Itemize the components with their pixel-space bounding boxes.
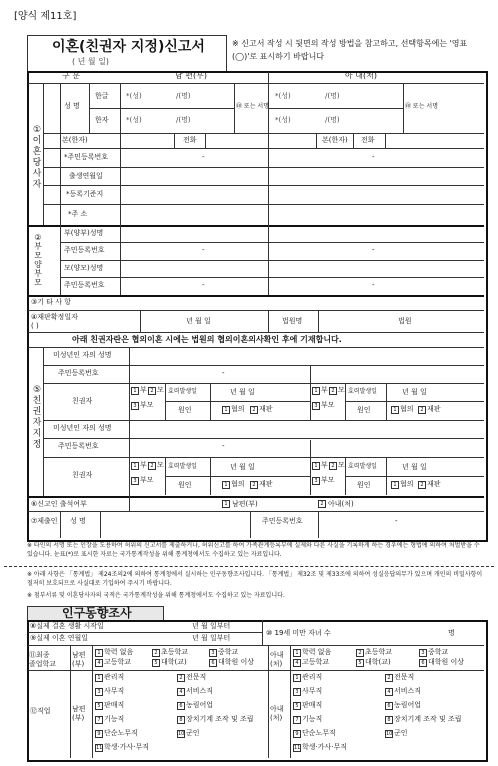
job-husband-checkbox-2[interactable]: 3 (95, 688, 103, 696)
edu-wife-checkbox-1[interactable]: 2 (356, 649, 364, 657)
effective-label-2: 효력발생일 (348, 388, 377, 395)
father-name-label: 부(양부)성명 (64, 229, 104, 237)
job-wife-option-label-6: 기능직 (302, 715, 323, 723)
job-wife-option-label-2: 사무직 (302, 687, 323, 695)
edu-husband-option-label-3: 고등학교 (104, 658, 132, 666)
job-husband-checkbox-0[interactable]: 1 (95, 674, 103, 682)
instructions: ※ 신고서 작성 시 뒷면의 작성 방법을 참고하고, 선택항목에는 '영표(◯)'로 표시하기 바랍니다 (232, 39, 468, 61)
job-wife-option-label-10: 학생·가사·무직 (302, 743, 348, 751)
job-wife-checkbox-9[interactable]: 10 (386, 731, 393, 737)
edu-husband-checkbox-3[interactable]: 4 (95, 659, 103, 667)
edu-wife-option-label-0: 학력 없음 (302, 648, 332, 656)
edu-wife-checkbox-3[interactable]: 4 (293, 659, 301, 667)
survey-marriage-start: ⑧실제 결혼 생활 시작일 (30, 622, 104, 630)
job-husband-option-label-4: 판매직 (104, 701, 125, 709)
job-wife-option-label-5: 농림어업 (394, 701, 422, 709)
name-label-husband: 성 명 (64, 102, 80, 110)
reason-trial-2: 재판 (427, 405, 441, 413)
job-label: ⑫직업 (30, 707, 51, 715)
job-wife-checkbox-5[interactable]: 6 (385, 702, 393, 710)
effective-ymd-2[interactable]: 년 월 일 (402, 388, 427, 396)
job-husband-option-label-6: 기능직 (104, 715, 125, 723)
education-label: ⑪최종 졸업학교 (29, 651, 57, 668)
footnote-2: ※ 아래 사항은 「통계법」 제24조의2에 의하여 통계청에서 실시하는 인구동향조사입니다. 「통계법」 제32조 및 제33조에 의하여 성실응답의무가 있으며 개인의 비밀사항이 철저히 보호되므로 사실대로 기입하여 주시기 바랍니다. (27, 571, 483, 587)
job-husband-option-label-8: 단순노무직 (104, 729, 138, 737)
court-date-paren: ( ) (31, 322, 39, 330)
custodian-label-1: 친권자 (72, 397, 93, 405)
edu-wife-checkbox-5[interactable]: 6 (419, 659, 427, 667)
job-wife-checkbox-4[interactable]: 5 (293, 702, 301, 710)
wife-father-rrn-dash[interactable]: - (372, 246, 375, 254)
reason-label-2: 원인 (357, 406, 371, 414)
court-suffix: 법원 (398, 317, 412, 325)
job-wife-checkbox-3[interactable]: 4 (385, 688, 393, 696)
court-name-label: 법원명 (282, 317, 303, 325)
job-wife-option-label-7: 장치기계 조작 및 조립 (394, 715, 462, 723)
opt-mother-3: 모 (157, 461, 164, 469)
submitter-name-label: 성 명 (70, 517, 86, 525)
submitter-rrn-dash[interactable]: - (395, 517, 398, 525)
edu-wife-checkbox-4[interactable]: 5 (356, 659, 364, 667)
minor-rrn-label-1: 주민등록번호 (58, 369, 99, 377)
checkbox-1[interactable]: 1 (131, 387, 139, 395)
job-husband-option-label-5: 농림어업 (186, 701, 214, 709)
edu-wife-checkbox-0[interactable]: 1 (293, 649, 301, 657)
wife-seal[interactable]: ㊞ 또는 서명 (405, 103, 438, 110)
job-wife-checkbox-6[interactable]: 7 (293, 716, 301, 724)
reason-trial-1: 재판 (259, 405, 273, 413)
custodian-label-2: 친권자 (72, 471, 93, 479)
job-wife-checkbox-1[interactable]: 2 (385, 674, 393, 682)
father-rrn-label: 주민등록번호 (64, 246, 105, 254)
wife-phone-label: 전화 (361, 136, 375, 144)
checkbox-11[interactable]: 1 (131, 462, 139, 470)
edu-husband-checkbox-5[interactable]: 6 (209, 659, 217, 667)
submitter-label: ⑦제출인 (31, 517, 58, 525)
husband-father-rrn-dash[interactable]: - (202, 246, 205, 254)
job-husband-option-label-10: 학생·가사·무직 (104, 743, 150, 751)
footnote-1: ※ 타인의 서명 또는 인장을 도용하여 허위의 신고서를 제출하거나, 허위신고를 하여 가족관계등록부에 실제와 다른 사실을 기록하게 하는 경우에는 형법에 의하여 처벌받을 수 있습니다. 눈표(*)로 표시한 자료는 국가통계작성을 위해 통계청에서도 수집하고 있는 자료입니다. (27, 542, 480, 558)
job-wife-label: 아내 (처) (270, 705, 284, 722)
main-form-frame (27, 71, 488, 542)
checkbox-3[interactable]: 3 (131, 402, 139, 410)
wife-column-header: 아 내(처) (345, 71, 377, 80)
job-husband-option-label-7: 장치기계 조작 및 조립 (186, 715, 254, 723)
reason-agree-3: 협의 (231, 480, 245, 488)
husband-bon-label: 본(한자) (62, 136, 88, 144)
opt-mother-1: 모 (157, 386, 164, 394)
court-date-ymd[interactable]: 년 월 일 (186, 317, 211, 325)
custody-notice: 아래 친권자란은 협의이혼 시에는 법원의 협의이혼의사확인 후에 기재합니다. (72, 335, 342, 344)
husband-given-hanja[interactable]: /(명) (176, 116, 191, 124)
job-husband-checkbox-10[interactable]: 11 (96, 745, 103, 751)
effective-ymd-3[interactable]: 년 월 일 (230, 463, 255, 471)
applicant-attendance-label: ⑥신고인 출석여부 (31, 500, 87, 508)
job-husband-checkbox-7[interactable]: 8 (177, 716, 185, 724)
minor-rrn-dash-1[interactable]: - (222, 369, 225, 377)
checkbox-9[interactable]: 1 (391, 406, 399, 414)
job-wife-option-label-3: 서비스직 (394, 687, 422, 695)
edu-husband-checkbox-2[interactable]: 3 (209, 649, 217, 657)
job-wife-checkbox-10[interactable]: 11 (294, 745, 301, 751)
opt-father-4: 부 (321, 461, 328, 469)
edu-husband-option-label-0: 학력 없음 (104, 648, 134, 656)
court-date-label: ④재판확정일자 (31, 313, 78, 321)
section2-label: ② 부 모 양 부 모 (34, 233, 42, 287)
job-wife-checkbox-0[interactable]: 1 (293, 674, 301, 682)
hangul-label: 한글 (95, 92, 109, 100)
hanja-label: 한자 (95, 116, 109, 124)
reason-label-4: 원인 (357, 481, 371, 489)
mother-rrn-label: 주민등록번호 (64, 281, 105, 289)
checkbox-7[interactable]: 2 (329, 387, 337, 395)
job-wife-option-label-1: 전문직 (394, 673, 415, 681)
opt-wife-attend: 아내(처) (328, 500, 354, 508)
job-options-husband (95, 673, 265, 757)
husband-phone-label: 전화 (183, 136, 197, 144)
rrn-label: *주민등록번호 (64, 153, 109, 161)
job-wife-checkbox-7[interactable]: 8 (385, 716, 393, 724)
effective-label-3: 효력발생일 (168, 463, 197, 470)
opt-both-4: 부모 (321, 476, 335, 484)
job-husband-checkbox-6[interactable]: 7 (95, 716, 103, 724)
date-line: ( 년 월 일) (72, 57, 110, 66)
checkbox-4[interactable]: 1 (222, 406, 230, 414)
opt-father-1: 부 (140, 386, 147, 394)
reason-trial-3: 재판 (259, 480, 273, 488)
section5-label: ⑤ 친 권 자 지 정 (32, 385, 42, 450)
wife-rrn-dash[interactable]: - (372, 153, 375, 161)
job-husband-checkbox-1[interactable]: 2 (177, 674, 185, 682)
reason-agree-4: 협의 (400, 480, 414, 488)
job-husband-checkbox-5[interactable]: 6 (177, 702, 185, 710)
opt-mother-2: 모 (338, 386, 345, 394)
survey-children-unit: 명 (448, 629, 455, 637)
edu-wife-option-label-2: 중학교 (428, 648, 449, 656)
edu-husband-checkbox-1[interactable]: 2 (152, 649, 160, 657)
checkbox-22[interactable]: 2 (318, 500, 326, 508)
job-husband-checkbox-9[interactable]: 10 (178, 731, 185, 737)
edu-wife-option-label-3: 고등학교 (302, 658, 330, 666)
minor-rrn-dash-2[interactable]: - (222, 442, 225, 450)
page-title: 이혼(친권자 지정)신고서 (52, 39, 205, 55)
husband-seal[interactable]: ㊞ 또는 서명 (236, 103, 269, 110)
edu-husband-checkbox-0[interactable]: 1 (95, 649, 103, 657)
address-label: *주 소 (68, 210, 88, 218)
edu-husband-option-label-5: 대학원 이상 (218, 658, 255, 666)
education-wife-label: 아내 (처) (270, 651, 284, 668)
wife-bon-label: 본(한자) (322, 136, 348, 144)
reason-trial-4: 재판 (427, 480, 441, 488)
job-husband-option-label-3: 서비스직 (186, 687, 214, 695)
job-wife-option-label-0: 관리직 (302, 673, 323, 681)
other-items-label: ③기 타 사 항 (31, 298, 71, 306)
checkbox-14[interactable]: 1 (222, 481, 230, 489)
minor-name-label-1: 미성년인 자의 성명 (53, 351, 112, 359)
job-wife-option-label-8: 단순노무직 (302, 729, 336, 737)
edu-husband-option-label-4: 대학(교) (161, 658, 187, 666)
job-wife-option-label-9: 군인 (394, 729, 408, 737)
registration-base-label: *등록기준지 (66, 190, 104, 198)
survey-marriage-start-ymd[interactable]: 년 월 일부터 (192, 622, 231, 630)
education-husband-label: 남편 (부) (72, 651, 86, 668)
job-husband-option-label-1: 전문직 (186, 673, 207, 681)
job-options-wife (293, 673, 483, 757)
survey-title: 인구동향조사 (62, 606, 132, 620)
reason-label-1: 원인 (178, 406, 192, 414)
job-wife-checkbox-2[interactable]: 3 (293, 688, 301, 696)
job-husband-checkbox-4[interactable]: 5 (95, 702, 103, 710)
reason-agree-2: 협의 (400, 405, 414, 413)
edu-wife-checkbox-2[interactable]: 3 (419, 649, 427, 657)
wife-given-hanja[interactable]: /(명) (325, 116, 340, 124)
reason-agree-1: 협의 (231, 405, 245, 413)
birth-label: 출생연월일 (69, 172, 103, 180)
checkbox-19[interactable]: 1 (391, 481, 399, 489)
husband-column-header: 남 편(부) (175, 71, 207, 80)
husband-rrn-dash[interactable]: - (202, 153, 205, 161)
minor-rrn-label-2: 주민등록번호 (58, 442, 99, 450)
checkbox-10[interactable]: 2 (418, 406, 426, 414)
survey-divorce-date-ymd[interactable]: 년 월 일부터 (192, 634, 231, 642)
checkbox-21[interactable]: 1 (222, 500, 230, 508)
category-label: 구 분 (62, 71, 80, 80)
opt-mother-4: 모 (338, 461, 345, 469)
checkbox-2[interactable]: 2 (148, 387, 156, 395)
effective-ymd-4[interactable]: 년 월 일 (402, 463, 427, 471)
checkbox-20[interactable]: 2 (418, 481, 426, 489)
survey-children-count: ⑩ 19세 미만 자녀 수 (266, 629, 331, 637)
mother-name-label: 모(양모)성명 (64, 264, 104, 272)
edu-husband-option-label-2: 중학교 (218, 648, 239, 656)
education-options-husband (95, 648, 265, 670)
job-husband-checkbox-8[interactable]: 9 (95, 730, 103, 738)
edu-husband-checkbox-4[interactable]: 5 (152, 659, 160, 667)
opt-husband-attend: 남편(부) (232, 500, 258, 508)
checkbox-5[interactable]: 2 (250, 406, 258, 414)
checkbox-18[interactable]: 3 (312, 477, 320, 485)
husband-surname-hangul[interactable]: *(성) (126, 92, 142, 100)
checkbox-16[interactable]: 1 (312, 462, 320, 470)
husband-given-hangul[interactable]: /(명) (176, 92, 191, 100)
checkbox-12[interactable]: 2 (148, 462, 156, 470)
opt-both-1: 부모 (140, 401, 154, 409)
opt-both-2: 부모 (321, 401, 335, 409)
edu-wife-option-label-5: 대학원 이상 (428, 658, 465, 666)
submitter-rrn-label: 주민등록번호 (262, 517, 303, 525)
job-husband-option-label-2: 사무직 (104, 687, 125, 695)
job-wife-checkbox-8[interactable]: 9 (293, 730, 301, 738)
footnote-3: ※ 첨부서류 및 이혼당사자의 국적은 국가통계작성을 위해 통계청에서도 수집하고 있는 자료입니다. (27, 592, 285, 599)
checkbox-15[interactable]: 2 (250, 481, 258, 489)
checkbox-17[interactable]: 2 (329, 462, 337, 470)
opt-both-3: 부모 (140, 476, 154, 484)
minor-name-label-2: 미성년인 자의 성명 (53, 424, 112, 432)
husband-surname-hanja[interactable]: *(성) (126, 116, 142, 124)
checkbox-13[interactable]: 3 (131, 477, 139, 485)
opt-father-2: 부 (321, 386, 328, 394)
reason-label-3: 원인 (178, 481, 192, 489)
effective-label-1: 효력발생일 (168, 388, 197, 395)
job-husband-option-label-0: 관리직 (104, 673, 125, 681)
education-options-wife (293, 648, 483, 670)
effective-label-4: 효력발생일 (348, 463, 377, 470)
edu-wife-option-label-4: 대학(교) (365, 658, 391, 666)
section1-label: ① 이 혼 당 사 자 (32, 125, 42, 190)
checkbox-8[interactable]: 3 (312, 402, 320, 410)
opt-father-3: 부 (140, 461, 147, 469)
job-wife-option-label-4: 판매직 (302, 701, 323, 709)
form-number: [양식 제11호] (14, 11, 77, 22)
effective-ymd-1[interactable]: 년 월 일 (230, 388, 255, 396)
wife-mother-rrn-dash[interactable]: - (372, 281, 375, 289)
edu-husband-option-label-1: 초등학교 (161, 648, 189, 656)
wife-surname-hanja[interactable]: *(성) (275, 116, 291, 124)
wife-surname-hangul[interactable]: *(성) (275, 92, 291, 100)
job-husband-label: 남편 (부) (72, 705, 86, 722)
job-husband-option-label-9: 군인 (186, 729, 200, 737)
checkbox-6[interactable]: 1 (312, 387, 320, 395)
edu-wife-option-label-1: 초등학교 (365, 648, 393, 656)
husband-mother-rrn-dash[interactable]: - (202, 281, 205, 289)
wife-given-hangul[interactable]: /(명) (325, 92, 340, 100)
survey-divorce-date: ⑨실제 이혼 연월일 (30, 634, 89, 642)
job-husband-checkbox-3[interactable]: 4 (177, 688, 185, 696)
